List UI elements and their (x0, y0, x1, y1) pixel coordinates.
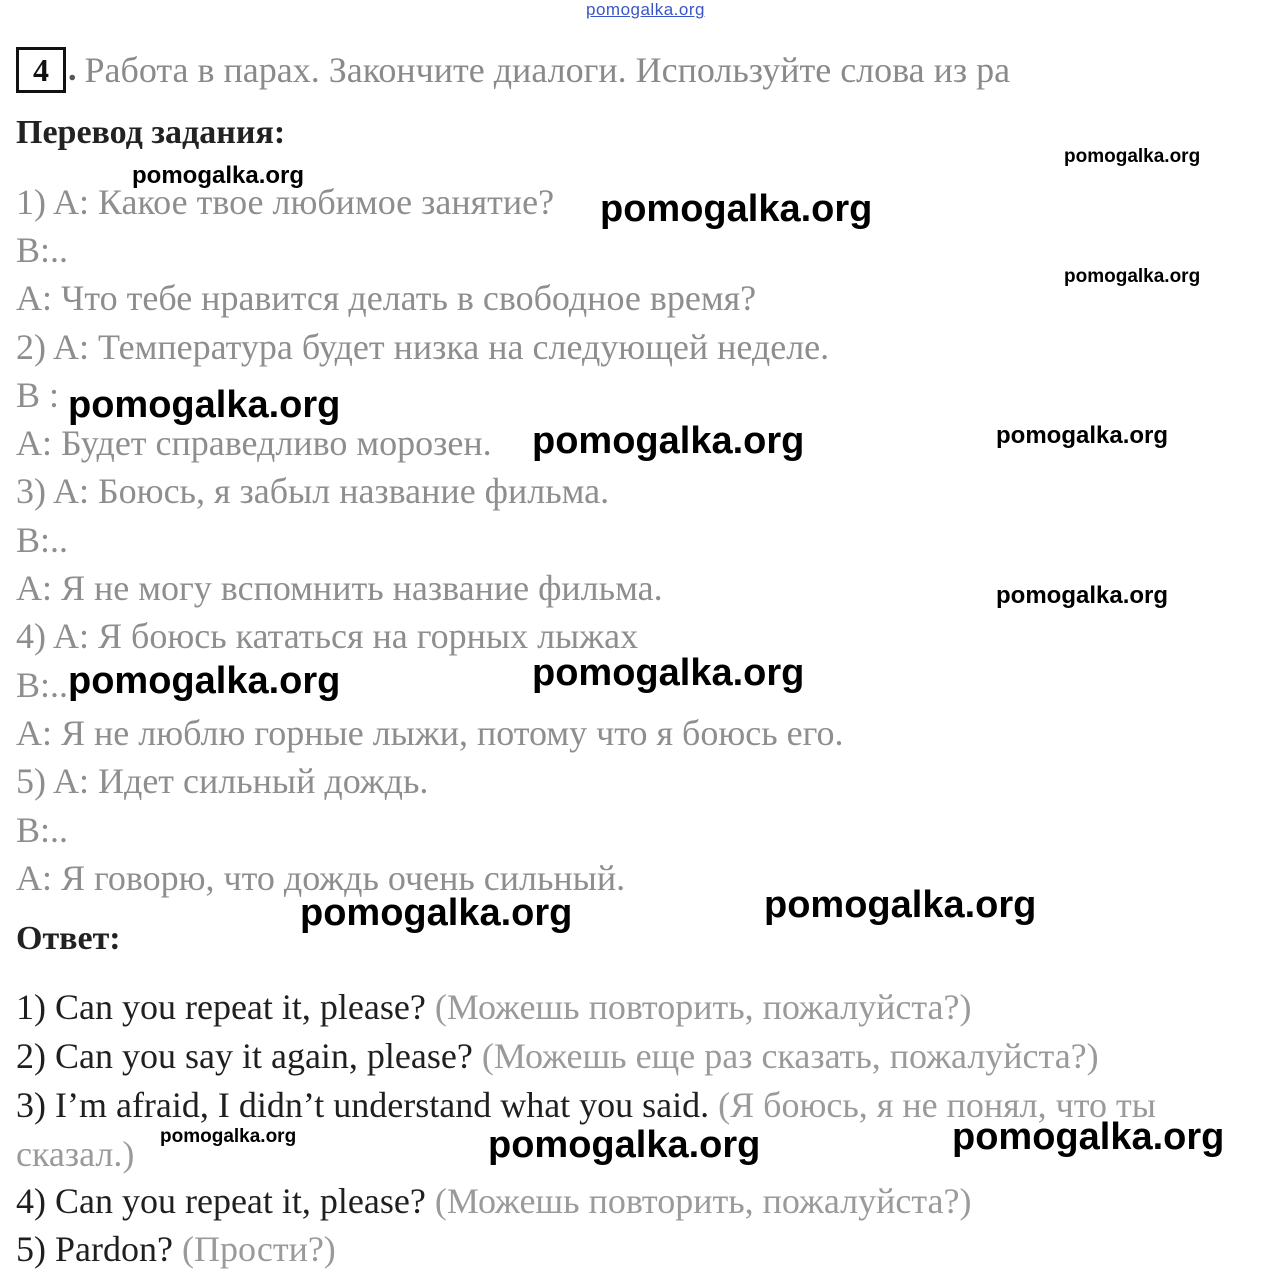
translation-line: A: Я говорю, что дождь очень сильный. (16, 858, 626, 898)
translation-line: A: Будет справедливо морозен. (16, 423, 492, 463)
answer-translation: (Можешь повторить, пожалуйста?) (434, 987, 972, 1027)
answer-line (16, 986, 971, 1028)
answer-line (16, 1228, 336, 1270)
translation-line: 2) A: Температура будет низка на следующей неделе. (16, 327, 830, 367)
answer-english: 2) Can you say it again, please? (16, 1036, 482, 1076)
translation-line: A: Я не люблю горные лыжи, потому что я боюсь его. (16, 713, 844, 753)
translation-line: 3) A: Боюсь, я забыл название фильма. (16, 471, 610, 511)
answer-english: 4) Can you repeat it, please? (16, 1181, 435, 1221)
translation-line: B:.. (16, 810, 69, 850)
answer-line (16, 1180, 971, 1222)
translation-line: B:.. (16, 230, 69, 270)
task-number-dot: . (68, 51, 77, 88)
task-title: Работа в парах. Закончите диалоги. Используйте слова из ра (84, 50, 1011, 90)
answer-translation: (Можешь повторить, пожалуйста?) (434, 1181, 972, 1221)
answer-heading: Ответ: (16, 920, 121, 957)
translation-line: B:.. (16, 665, 69, 705)
watermark: pomogalka.org (132, 162, 305, 189)
watermark: pomogalka.org (952, 1116, 1225, 1158)
watermark: pomogalka.org (532, 420, 805, 462)
answer-english: 5) Pardon? (16, 1229, 182, 1269)
translation-line: 1) A: Какое твое любимое занятие? (16, 182, 555, 222)
translation-line: B : (16, 375, 60, 415)
watermark: pomogalka.org (1064, 266, 1201, 287)
answer-translation: (Я боюсь, я не понял, что ты (718, 1085, 1156, 1125)
watermark: pomogalka.org (1064, 146, 1201, 167)
watermark: pomogalka.org (532, 652, 805, 694)
task-header (16, 44, 1010, 96)
answer-translation: (Прости?) (181, 1229, 336, 1269)
answer-english: 1) Can you repeat it, please? (16, 987, 435, 1027)
translation-line: B:.. (16, 520, 69, 560)
site-link[interactable]: pomogalka.org (586, 0, 705, 19)
answer-english: 3) I’m afraid, I didn’t understand what you said. (16, 1085, 719, 1125)
translation-line: 5) A: Идет сильный дождь. (16, 761, 429, 801)
watermark: pomogalka.org (68, 384, 341, 426)
watermark: pomogalka.org (996, 422, 1169, 449)
answer-line (16, 1133, 134, 1175)
watermark: pomogalka.org (600, 188, 873, 230)
answer-translation: (Можешь еще раз сказать, пожалуйста?) (481, 1036, 1099, 1076)
translation-line: 4) A: Я боюсь кататься на горных лыжах (16, 616, 639, 656)
translation-heading: Перевод задания: (16, 114, 286, 151)
task-number: 4 (16, 47, 66, 93)
translation-line: A: Я не могу вспомнить название фильма. (16, 568, 663, 608)
watermark: pomogalka.org (488, 1124, 761, 1166)
answer-line (16, 1035, 1099, 1077)
watermark: pomogalka.org (160, 1126, 297, 1147)
watermark: pomogalka.org (300, 892, 573, 934)
watermark: pomogalka.org (764, 884, 1037, 926)
watermark: pomogalka.org (996, 582, 1169, 609)
answer-translation: сказал.) (16, 1134, 135, 1174)
watermark: pomogalka.org (68, 660, 341, 702)
translation-line: A: Что тебе нравится делать в свободное время? (16, 278, 757, 318)
